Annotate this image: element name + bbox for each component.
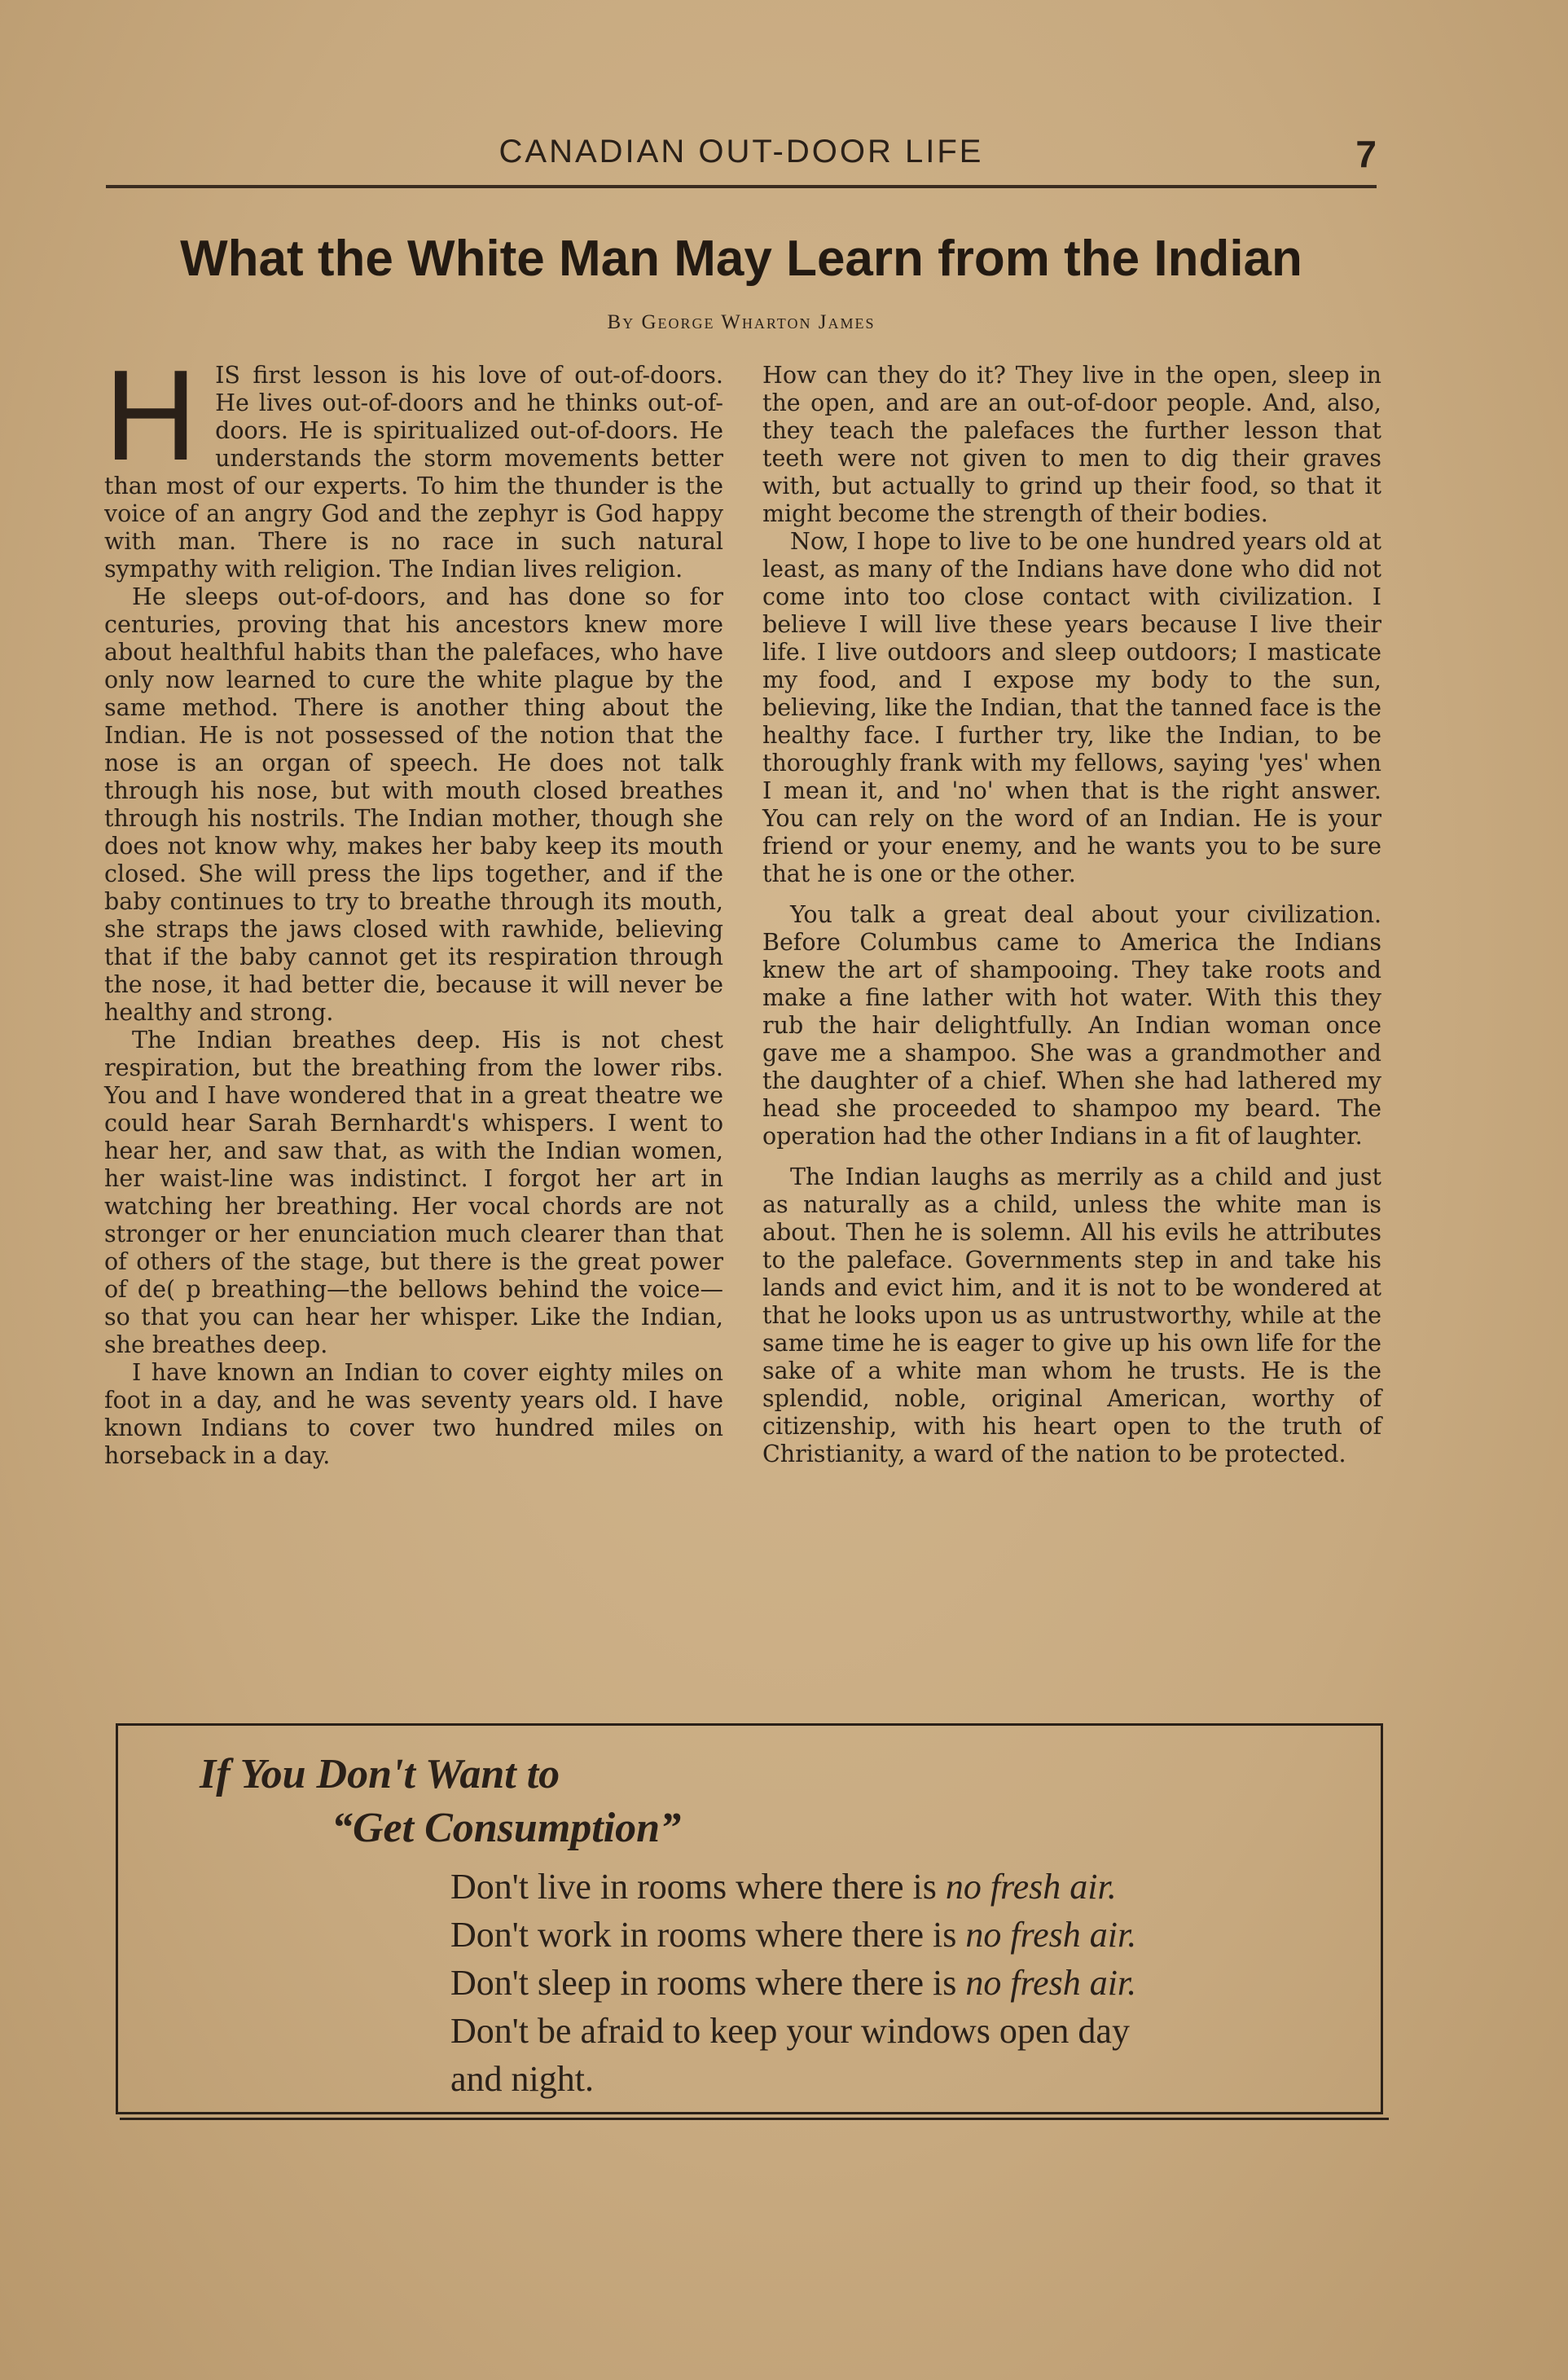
article-title: What the White Man May Learn from the Indian	[180, 231, 1302, 287]
advert-line-text: and night.	[450, 2059, 594, 2099]
page-number: 7	[1355, 133, 1377, 175]
paragraph: The Indian laughs as merrily as a child and just as naturally as a child, unless the white man is about. Then he is solemn. All his evils he attributes to the paleface. Governments step in and take his lands and evict him, and it is not to be wondered at that he looks upon us as untrustworthy, while at the same time he is eager to give up his own life for the sake of a white man whom he trusts. He is the splendid, noble, original American, worthy of citizenship, with his heart open to the truth of Christianity, a ward of the nation to be protected.	[762, 1164, 1381, 1467]
left-column	[104, 344, 723, 1470]
paragraph: I have known an Indian to cover eighty miles on foot in a day, and he was seventy years old. I have known Indians to cover two hundred miles on horseback in a day.	[104, 1359, 723, 1469]
advert-line	[450, 2055, 1363, 2103]
paragraph-text: IS first lesson is his love of out-of-doors. He lives out-of-doors and he thinks out-of-doors. He is spiritualized out-of-doors. He understands the storm movements better than most of our experts. To him the thunder is the voice of an angry God and the zephyr is God happy with man. There is no race in such natural sympathy with religion. The Indian lives religion.	[104, 362, 723, 583]
advert-line-text: Don't live in rooms where there is	[450, 1867, 946, 1907]
advert-subheading: “Get Consumption”	[332, 1805, 682, 1851]
advert-line-emphasis: no fresh air.	[945, 1867, 1117, 1907]
paragraph: The Indian breathes deep. His is not chest respiration, but the breathing from the lower ribs. You and I have wondered that in a great theatre we could hear Sarah Bernhardt's whispers. I went to hear her, and saw that, as with the Indian women, her waist-line was indistinct. I forgot her art in watching her breathing. Her vocal chords are not stronger or her enunciation much clearer than that of others of the stage, but there is the great power of de( p breathing—the bellows behind the voice—so that you can hear her whisper. Like the Indian, she breathes deep.	[104, 1027, 723, 1358]
advert-heading: If You Don't Want to	[200, 1751, 560, 1797]
paragraph: How can they do it? They live in the open, sleep in the open, and are an out-of-door people. And, also, they teach the palefaces the further lesson that teeth were not given to men to dig their graves with, but actually to grind up their food, so that it might become the strength of their bodies.	[762, 362, 1381, 527]
right-column	[762, 362, 1381, 1468]
paragraph	[104, 344, 723, 583]
running-head	[106, 130, 1377, 179]
header-rule	[106, 185, 1377, 188]
advert-line	[450, 1959, 1363, 2007]
byline: By George Wharton James	[607, 311, 876, 333]
advert-lines	[450, 1863, 1363, 2103]
advert-line-emphasis: no fresh air.	[965, 1915, 1137, 1955]
advert-line	[450, 2007, 1363, 2055]
paragraph: You talk a great deal about your civilization. Before Columbus came to America the Indians knew the art of shampooing. They take roots and make a fine lather with hot water. With this they rub the hair delightfully. An Indian woman once gave me a shampoo. She was a grandmother and the daughter of a chief. When she had lathered my head she proceeded to shampoo my beard. The operation had the other Indians in a fit of laughter.	[762, 901, 1381, 1150]
paragraph: Now, I hope to live to be one hundred years old at least, as many of the Indians have done who did not come into too close contact with civilization. I believe I will live these years because I live their life. I live outdoors and sleep outdoors; I masticate my food, and I expose my body to the sun, believing, like the Indian, that the tanned face is the healthy face. I further try, like the Indian, to be thoroughly frank with my fellows, saying 'yes' when I mean it, and 'no' when that is the right answer. You can rely on the word of an Indian. He is your friend or your enemy, and he wants you to be sure that he is one or the other.	[762, 528, 1381, 887]
running-title: CANADIAN OUT-DOOR LIFE	[499, 134, 984, 169]
advert-line-text: Don't work in rooms where there is	[450, 1915, 966, 1955]
advert-line	[450, 1911, 1363, 1959]
paragraph: He sleeps out-of-doors, and has done so for centuries, proving that his ancestors knew more about healthful habits than the palefaces, who have only now learned to cure the white plague by the same method. There is another thing about the Indian. He is not possessed of the notion that the nose is an organ of speech. He does not talk through his nose, but with mouth closed breathes through his nostrils. The Indian mother, though she does not know why, makes her baby keep its mouth closed. She will press the lips together, and if the baby continues to try to breathe through its mouth, she straps the jaws closed with rawhide, believing that if the baby cannot get its respiration through the nose, it had better die, because it will never be healthy and strong.	[104, 583, 723, 1026]
advert-line-emphasis: no fresh air.	[965, 1963, 1137, 2003]
advert-line-text: Don't be afraid to keep your windows open day	[450, 2011, 1130, 2051]
drop-cap: H	[104, 344, 198, 487]
advert-line-text: Don't sleep in rooms where there is	[450, 1963, 966, 2003]
advert-line	[450, 1863, 1363, 1911]
consumption-advert	[116, 1723, 1383, 2114]
